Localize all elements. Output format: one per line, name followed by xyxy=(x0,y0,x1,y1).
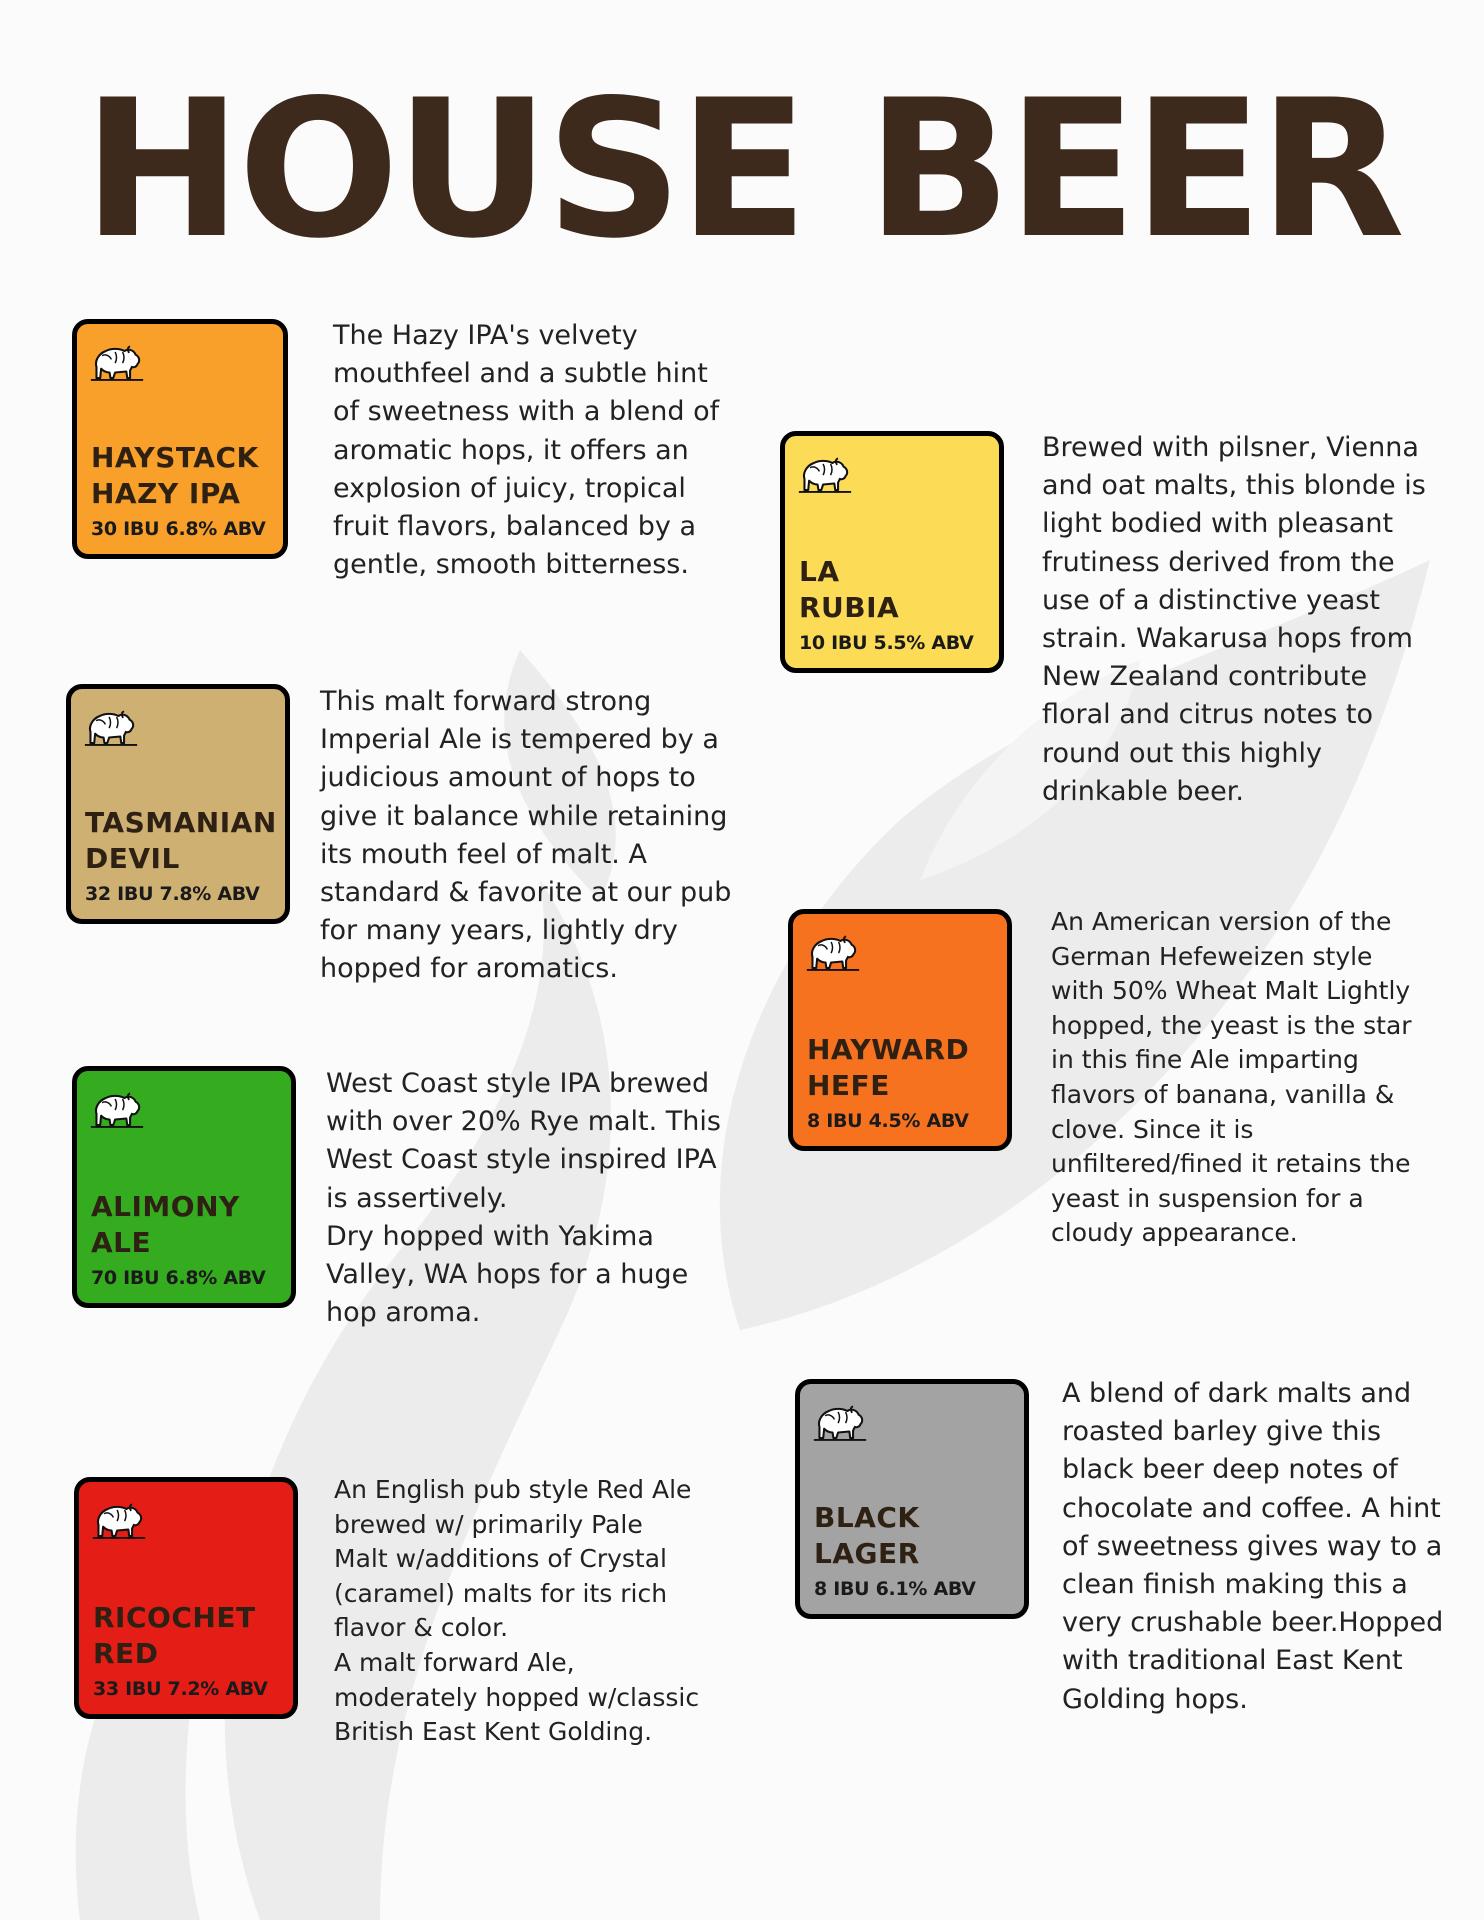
bison-icon xyxy=(797,454,853,500)
beer-description: An American version of the German Hefeweizen style with 50% Wheat Malt Lightly hopped, the yeast is the star in this fine Ale imparting flavors of banana, vanilla & clove. Since it is unfiltered/fined it retains the yeast in suspension for a cloudy appearance. xyxy=(1051,907,1412,1248)
bison-icon xyxy=(83,707,139,753)
bison-icon xyxy=(91,1500,147,1546)
beer-stats: 33 IBU 7.2% ABV xyxy=(93,1678,268,1700)
beer-name: LA RUBIA xyxy=(799,555,900,624)
beer-card-alimony-ale xyxy=(72,1066,296,1308)
beer-card-hayward-hefe xyxy=(788,909,1012,1151)
beer-card-black-lager xyxy=(795,1379,1029,1619)
beer-name: HAYWARD HEFE xyxy=(807,1033,970,1102)
beer-description: West Coast style IPA brewed with over 20% Rye malt. This West Coast style inspired IPA is assertively. Dry hopped with Yakima Valley, WA hops for a huge hop aroma. xyxy=(326,1068,721,1329)
bison-icon xyxy=(89,342,145,388)
beer-name: ALIMONY ALE xyxy=(91,1190,240,1259)
beer-name: BLACK LAGER xyxy=(814,1501,920,1570)
beer-card-ricochet-red xyxy=(74,1477,298,1719)
beer-description: An English pub style Red Ale brewed w/ primarily Pale Malt w/additions of Crystal (caramel) malts for its rich flavor & color. A malt forward Ale, moderately hopped w/classic British East Kent Golding. xyxy=(334,1475,700,1747)
beer-description: A blend of dark malts and roasted barley give this black beer deep notes of chocolate and coffee. A hint of sweetness gives way to a clean finish making this a very crushable beer.Hopped with traditional East Kent Golding hops. xyxy=(1062,1378,1444,1715)
beer-stats: 8 IBU 6.1% ABV xyxy=(814,1578,976,1600)
beer-stats: 8 IBU 4.5% ABV xyxy=(807,1110,969,1132)
beer-name: HAYSTACK HAZY IPA xyxy=(91,441,259,510)
page-title: HOUSE BEER xyxy=(82,59,1402,280)
beer-description: This malt forward strong Imperial Ale is tempered by a judicious amount of hops to give it balance while retaining its mouth feel of malt. A standard & favorite at our pub for many years, lightly dry hopped for aromatics. xyxy=(320,686,732,985)
beer-stats: 32 IBU 7.8% ABV xyxy=(85,883,260,905)
beer-card-tasmanian-devil xyxy=(66,684,290,924)
beer-stats: 70 IBU 6.8% ABV xyxy=(91,1267,266,1289)
beer-name: RICOCHET RED xyxy=(93,1601,256,1670)
bison-icon xyxy=(812,1402,868,1448)
beer-description: The Hazy IPA's velvety mouthfeel and a subtle hint of sweetness with a blend of aromatic hops, it offers an explosion of juicy, tropical fruit flavors, balanced by a gentle, smooth bitterness. xyxy=(333,320,720,581)
bison-icon xyxy=(805,932,861,978)
bison-icon xyxy=(89,1089,145,1135)
beer-stats: 10 IBU 5.5% ABV xyxy=(799,632,974,654)
beer-card-haystack-hazy-ipa xyxy=(72,319,288,559)
beer-card-la-rubia xyxy=(780,431,1004,673)
beer-description: Brewed with pilsner, Vienna and oat malts, this blonde is light bodied with pleasant frutiness derived from the use of a distinctive yeast strain. Wakarusa hops from New Zealand contribute floral and citrus notes to round out this highly drinkable beer. xyxy=(1042,432,1426,807)
beer-stats: 30 IBU 6.8% ABV xyxy=(91,518,266,540)
beer-name: TASMANIAN DEVIL xyxy=(85,806,277,875)
